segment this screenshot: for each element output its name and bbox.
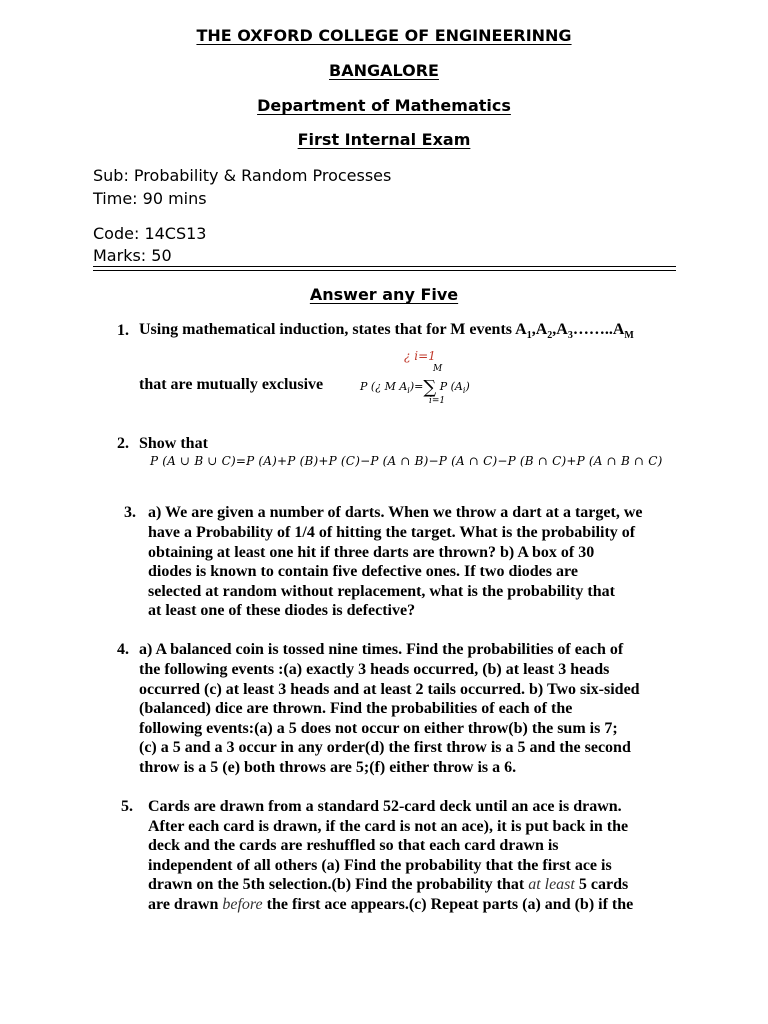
question-number: 1.	[117, 322, 129, 339]
question-line: occurred (c) at least 3 heads and at least 2 tails occurred. b) Two six-sided	[139, 681, 640, 698]
question-line: (balanced) dice are thrown. Find the probabilities of each of the	[139, 700, 573, 717]
question-line: following events:(a) a 5 does not occur on either throw(b) the sum is 7;	[139, 720, 618, 737]
question-line: the following events :(a) exactly 3 heads occurred, (b) at least 3 heads	[139, 661, 610, 678]
question-number: 4.	[117, 641, 129, 658]
question-line: (c) a 5 and a 3 occur in any order(d) the first throw is a 5 and the second	[139, 739, 631, 756]
time-line: Time: 90 mins	[93, 189, 207, 208]
question-line: a) A balanced coin is tossed nine times. Find the probabilities of each of	[139, 641, 624, 658]
marks-line: Marks: 50	[93, 246, 172, 265]
question-number: 3.	[124, 504, 136, 521]
sum-upper-limit: M	[433, 364, 443, 374]
question-line: obtaining at least one hit if three darts are thrown? b) A box of 30	[148, 544, 595, 561]
code-line: Code: 14CS13	[93, 224, 207, 243]
question-line: have a Probability of 1/4 of hitting the target. What is the probability of	[148, 524, 636, 541]
exam-title: First Internal Exam	[297, 130, 471, 149]
question-line: throw is a 5 (e) both throws are 5;(f) either throw is a 6.	[139, 759, 517, 776]
sum-lower-limit: i=1	[429, 396, 446, 406]
question-line: selected at random without replacement, what is the probability that	[148, 583, 615, 600]
college-name: THE OXFORD COLLEGE OF ENGINEERINNG	[196, 26, 572, 45]
formula-top: ¿ i=1	[404, 349, 436, 363]
instruction-heading: Answer any Five	[309, 285, 459, 304]
question-line: at least one of these diodes is defective?	[148, 602, 416, 619]
question-line: independent of all others (a) Find the probability that the first ace is	[148, 857, 612, 874]
inclusion-exclusion-formula: P (A ∪ B ∪ C)=P (A)+P (B)+P (C)−P (A ∩ B)−P (A ∩ C)−P (B ∩ C)+P (A ∩ B ∩ C)	[150, 454, 663, 468]
question-text: Using mathematical induction, states that for M events $A_1,A_2,A_3\dots\dots..A_M$	[139, 321, 634, 342]
question-text-line2: that are mutually exclusive	[139, 376, 324, 393]
department-name: Department of Mathematics	[257, 96, 511, 115]
question-line: After each card is drawn, if the card is not an ace), it is put back in the	[148, 818, 629, 835]
question-line: are drawn before the first ace appears.(c) Repeat parts (a) and (b) if the	[148, 896, 634, 913]
subject-line: Sub: Probability & Random Processes	[93, 166, 392, 185]
city-name: BANGALORE	[329, 61, 439, 80]
question-line: Cards are drawn from a standard 52-card deck until an ace is drawn.	[148, 798, 622, 815]
question-line: diodes is known to contain five defective ones. If two diodes are	[148, 563, 578, 580]
question-line: a) We are given a number of darts. When we throw a dart at a target, we	[148, 504, 643, 521]
question-text: Show that	[139, 435, 208, 452]
divider-bottom	[93, 270, 676, 271]
question-line: deck and the cards are reshuffled so that each card drawn is	[148, 837, 559, 854]
question-number: 2.	[117, 435, 129, 452]
question-number: 5.	[121, 798, 133, 815]
mutual-exclusion-formula: P (¿ M $A_i)=\sum$ P $(A_i)$	[360, 377, 470, 398]
question-line: drawn on the 5th selection.(b) Find the probability that at least 5 cards	[148, 876, 629, 893]
divider-top	[93, 266, 676, 267]
